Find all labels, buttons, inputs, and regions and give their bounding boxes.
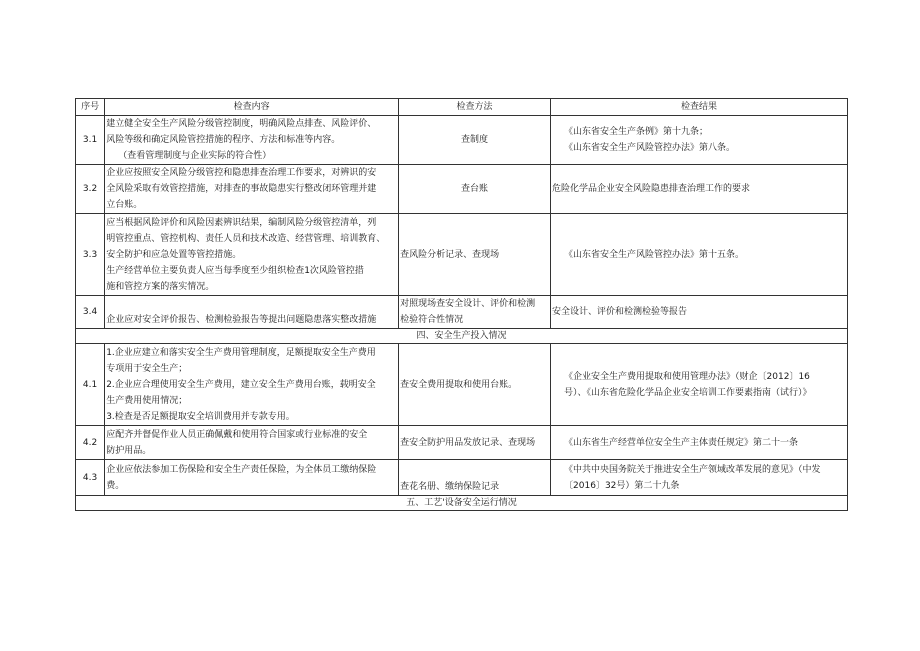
content-line: 生产费用使用情况； <box>106 395 188 406</box>
section-title: 四、安全生产投入情况 <box>76 329 848 344</box>
result-line: 《山东省生产经营单位安全生产主体责任规定》第二十一条 <box>564 437 799 448</box>
content-line: 立台账。 <box>106 200 143 210</box>
content-line: 安全防护和应急处置等管控措施。 <box>106 249 242 260</box>
method-line: 检验符合性情况 <box>400 315 464 325</box>
content-line: 专项用于安全生产； <box>106 363 188 374</box>
row-result <box>551 460 848 496</box>
content-line: 应配齐并督促作业人员正确佩戴和使用符合国家或行业标准的安全 <box>106 429 368 440</box>
row-number: 3.2 <box>76 165 105 214</box>
result-line: 《山东省安全生产条例》第十九条； <box>564 127 709 137</box>
section-row <box>76 329 848 344</box>
table-row <box>76 426 848 460</box>
table-row <box>76 214 848 296</box>
row-method: 查台账 <box>399 165 551 214</box>
content-line: 明管控重点、管控机构、责任人员和技术改造、经营管理、培训教育、 <box>106 233 386 244</box>
inspection-table <box>75 98 848 511</box>
row-content <box>105 165 399 214</box>
row-result <box>551 116 848 165</box>
row-number: 3.1 <box>76 116 105 165</box>
row-content <box>105 214 399 296</box>
content-line: 2.企业应合理使用安全生产费用，建立安全生产费用台账，载明安全 <box>106 379 376 390</box>
table-row <box>76 116 848 165</box>
row-method: 查安全费用提取和使用台账。 <box>399 344 551 426</box>
row-content <box>105 426 399 460</box>
content-line: 生产经营单位主要负责人应当每季度至少组织检查1次风险管控措 <box>106 265 364 276</box>
row-result <box>551 344 848 426</box>
content-line: 3.检查是否足额提取安全培训费用并专款专用。 <box>106 411 295 422</box>
content-line: 企业应对安全评价报告、检测检验报告等提出问题隐患落实整改措施 <box>106 315 377 325</box>
row-number: 4.3 <box>76 460 105 496</box>
row-number: 4.1 <box>76 344 105 426</box>
table-row <box>76 344 848 426</box>
row-content <box>105 296 399 329</box>
row-method: 查安全防护用品发放记录、查现场 <box>399 426 551 460</box>
row-method: 查风险分析记录、查现场 <box>399 214 551 296</box>
row-content <box>105 344 399 426</box>
result-line: 安全设计、评价和检测检验等报告 <box>552 307 688 317</box>
content-line: 1.企业应建立和落实安全生产费用管理制度，足额提取安全生产费用 <box>106 347 376 358</box>
content-line: 企业应依法参加工伤保险和安全生产责任保险，为全体员工缴纳保险 <box>106 464 377 475</box>
row-method <box>399 296 551 329</box>
header-result: 检查结果 <box>551 99 848 116</box>
result-line: 号）、《山东省危险化学品企业安全培训工作要素指南（试行）》 <box>564 387 812 398</box>
row-number: 4.2 <box>76 426 105 460</box>
row-number: 3.4 <box>76 296 105 329</box>
method-line: 对照现场查安全设计、评价和检测 <box>400 299 536 309</box>
content-line: 风险等级和确定风险管控措施的程序、方法和标准等内容。 <box>106 135 341 145</box>
content-line: 建立健全安全生产风险分级管控制度，明确风险点排查、风险评价、 <box>106 119 377 129</box>
row-number: 3.3 <box>76 214 105 296</box>
result-line: 《企业安全生产费用提取和使用管理办法》（财企〔2012〕16 <box>564 371 810 382</box>
table-row <box>76 165 848 214</box>
result-line: 《山东省安全生产风险管控办法》第八条。 <box>564 143 736 153</box>
content-line: 施和管控方案的落实情况。 <box>106 281 215 292</box>
row-result <box>551 426 848 460</box>
row-method: 查制度 <box>399 116 551 165</box>
result-line: 《中共中央国务院关于推进安全生产领域改革发展的意见》（中发 <box>564 464 821 475</box>
section-title: 五、工艺'设备安全运行情况 <box>76 496 848 511</box>
table-row <box>76 296 848 329</box>
header-no: 序号 <box>76 99 105 116</box>
result-line: 《山东省安全生产风险管控办法》第十五条。 <box>564 249 745 260</box>
content-line: 防护用品。 <box>106 445 152 456</box>
content-line: 企业应按照安全风险分级管控和隐患排查治理工作要求，对辨识的安 <box>106 168 377 178</box>
section-row <box>76 496 848 511</box>
row-content <box>105 460 399 496</box>
table-header-row <box>76 99 848 116</box>
header-method: 检查方法 <box>399 99 551 116</box>
table-row <box>76 460 848 496</box>
content-line: 应当根据风险评价和风险因素辨识结果，编制风险分级管控清单，列 <box>106 217 377 228</box>
content-line: 费。 <box>106 480 125 491</box>
result-line: 〔2016〕32号）第二十九条 <box>564 480 680 491</box>
header-content: 检查内容 <box>105 99 399 116</box>
row-result <box>551 296 848 329</box>
result-line: 危险化学品企业安全风险隐患排查治理工作的要求 <box>552 184 751 194</box>
row-method: 查花名册、缴纳保险记录 <box>399 460 551 496</box>
row-result <box>551 214 848 296</box>
content-line: （查看管理制度与企业实际的符合性） <box>118 151 272 161</box>
row-content <box>105 116 399 165</box>
content-line: 全风险采取有效管控措施，对排查的事故隐患实行整改闭环管理并建 <box>106 184 377 194</box>
row-result <box>551 165 848 214</box>
